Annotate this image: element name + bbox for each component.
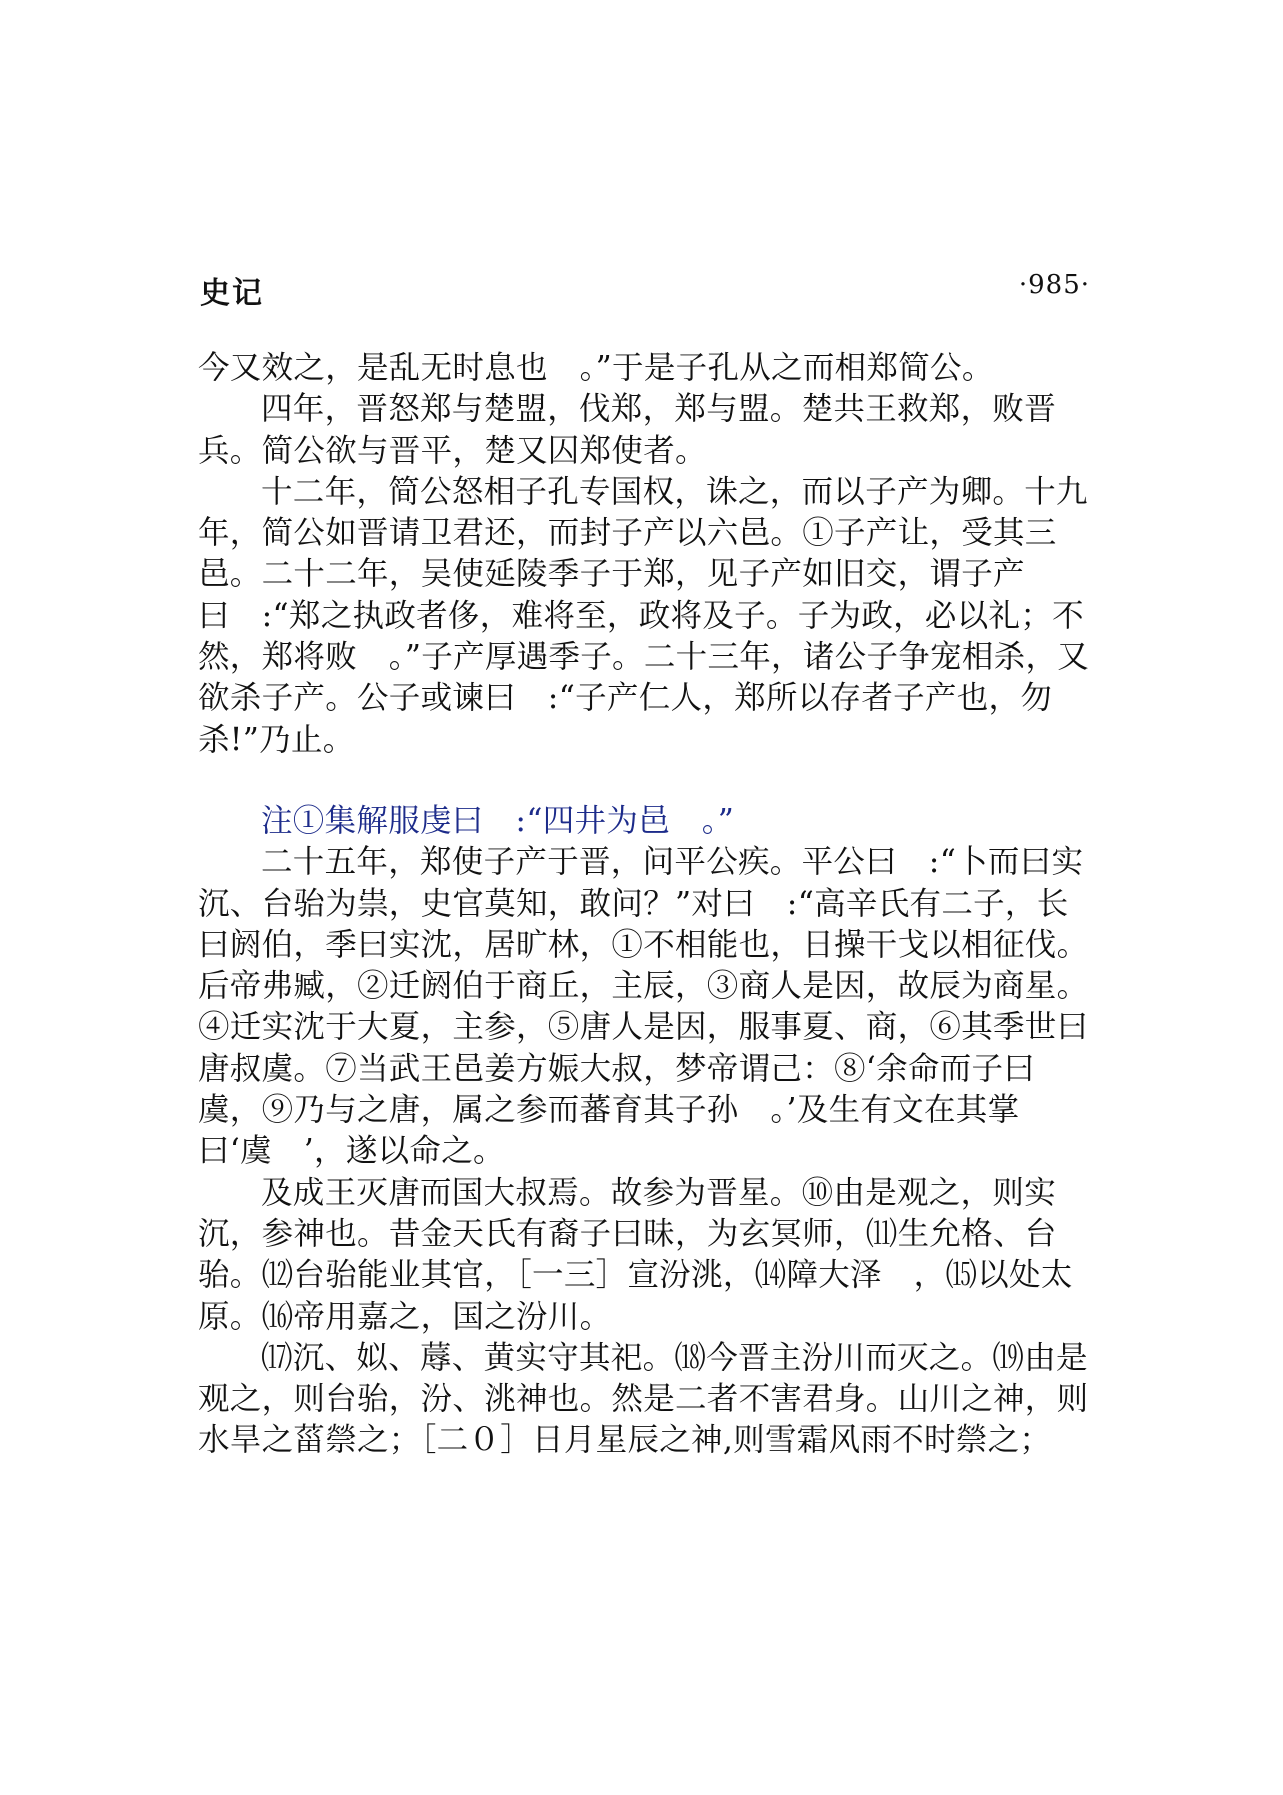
paragraph-3: 十二年，简公怒相子孔专国权，诛之，而以子产为卿。十九年，简公如晋请卫君还，而封子产以六邑。①子产让，受其三邑。二十二年，吴使延陵季子于郑，见子产如旧交，谓子产曰 :“郑之执政者侈，难将至，政将及子。子为政，必以礼；不然，郑将败 。”子产厚遇季子。二十三年，诸公子争宠相杀，又欲杀子产。公子或谏曰 :“子产仁人，郑所以存者子产也，勿杀!”乃止。 xyxy=(198,473,1090,758)
footnote: 注①集解服虔曰 :“四井为邑 。” xyxy=(261,802,735,839)
paragraph-2: 四年，晋怒郑与楚盟，伐郑，郑与盟。楚共王救郑，败晋兵。简公欲与晋平，楚又囚郑使者。 xyxy=(198,391,1057,469)
paragraph-5: 及成王灭唐而国大叔焉。故参为晋星。⑩由是观之，则实沉，参神也。昔金天氏有裔子曰昧，为玄冥师，⑾生允格、台骀。⑿台骀能业其官，［一三］宣汾洮，⒁障大泽 ，⒂以处太原。⒃帝用嘉之，国之汾川。 xyxy=(198,1174,1073,1335)
body-text xyxy=(198,348,1098,1462)
paragraph-1: 今又效之，是乱无时息也 。”于是子孔从之而相郑简公。 xyxy=(198,350,994,386)
paragraph-6: ⒄沉、姒、蓐、黄实守其祀。⒅今晋主汾川而灭之。⒆由是观之，则台骀，汾、洮神也。然是二者不害君身。山川之神，则水旱之菑禜之；［二０］日月星辰之神,则雪霜风雨不时禜之； xyxy=(198,1339,1089,1459)
page-number: ·985· xyxy=(1018,270,1090,300)
page-header xyxy=(200,268,1090,312)
paragraph-4: 二十五年，郑使子产于晋，问平公疾。平公曰 :“卜而曰实沉、台骀为祟，史官莫知，敢问？”对曰 :“高辛氏有二子，长曰阏伯，季曰实沈，居旷林，①不相能也，日操干戈以相征伐。后帝弗臧，②迁阏伯于商丘，主辰，③商人是因，故辰为商星。④迁实沈于大夏，主参，⑤唐人是因，服事夏、商，⑥其季世曰唐叔虞。⑦当武王邑姜方娠大叔，梦帝谓己：⑧‘余命而子曰虞，⑨乃与之唐，属之参而蕃育其子孙 。’及生有文在其掌曰‘虞 ’，遂以命之。 xyxy=(198,844,1089,1170)
book-title: 史记 xyxy=(200,276,264,311)
